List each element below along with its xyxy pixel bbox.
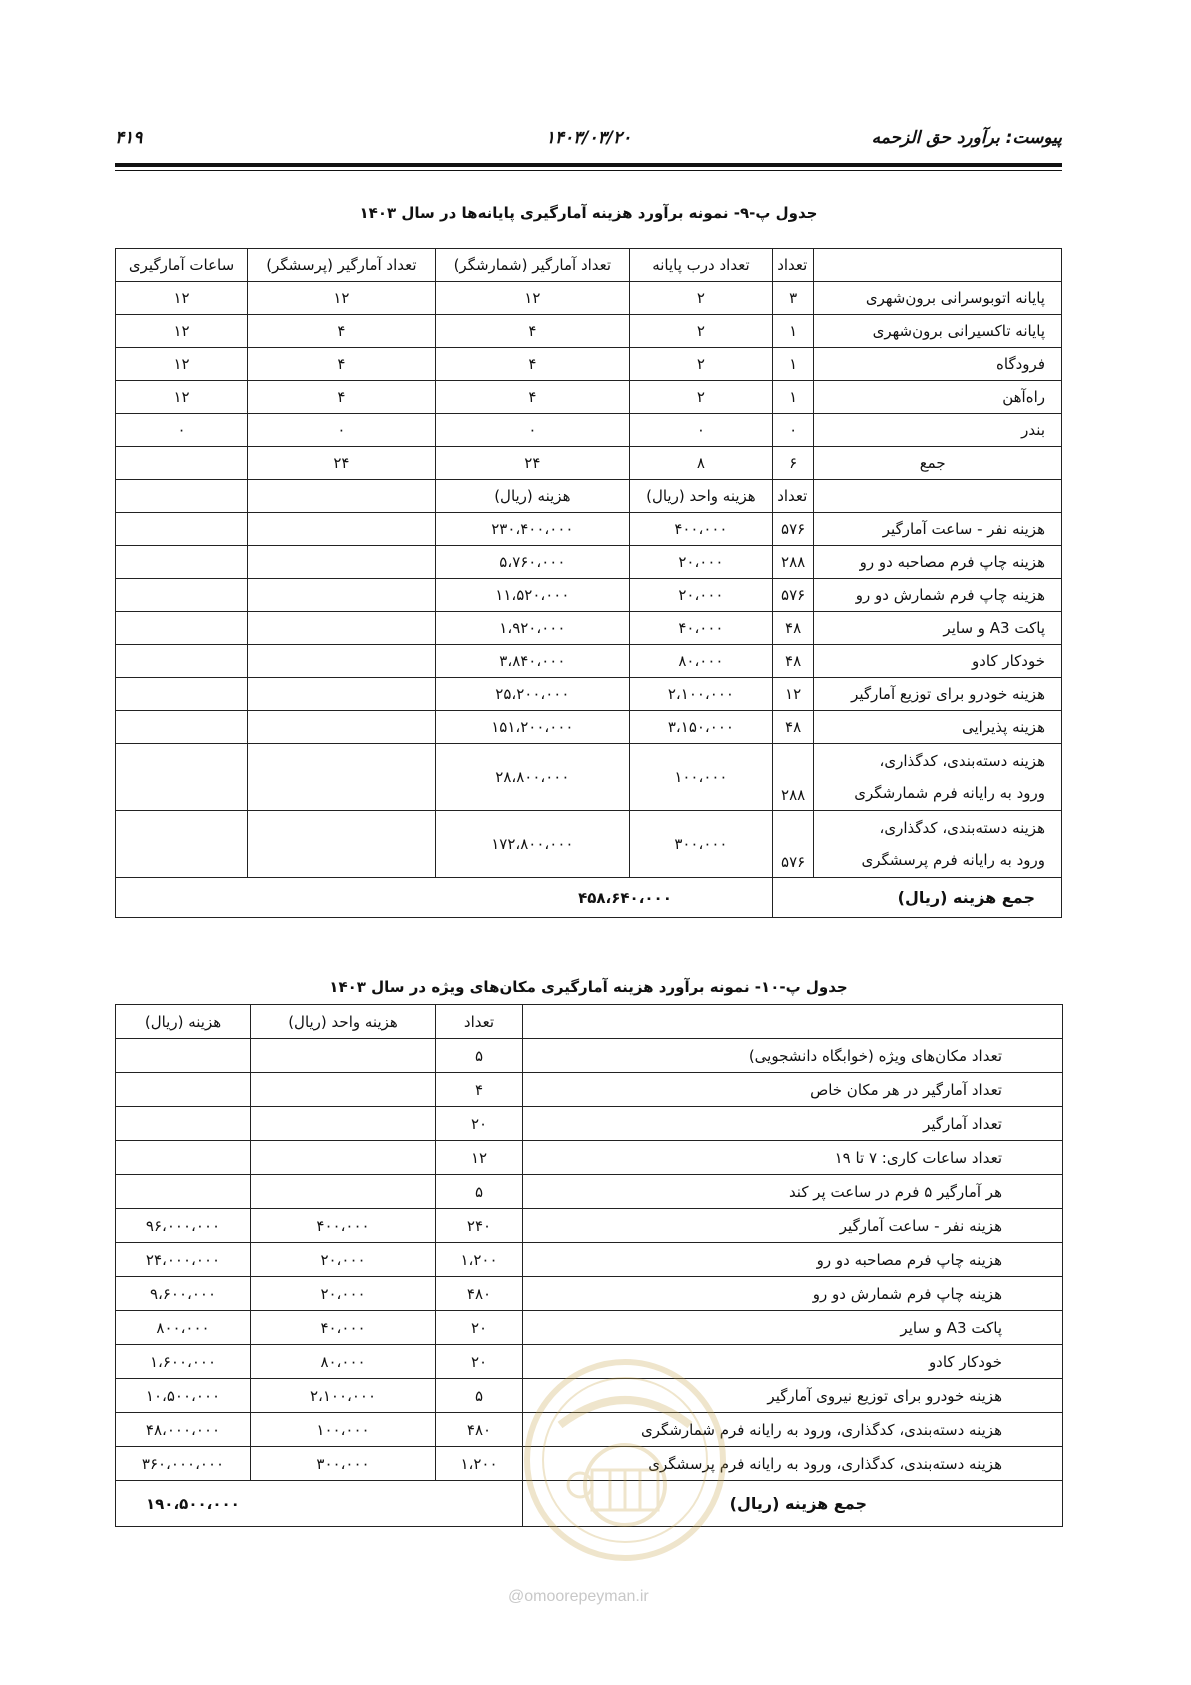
cell — [251, 1107, 436, 1141]
table-row — [116, 348, 1062, 381]
cell: ۸ — [629, 447, 772, 480]
cell: ۰ — [772, 414, 813, 447]
cell: ۸۰،۰۰۰ — [251, 1345, 436, 1379]
cell: ۱۲ — [436, 1141, 523, 1175]
header-cell: هزینه واحد (ریال) — [251, 1005, 436, 1039]
cell: ۴ — [435, 315, 629, 348]
empty-cell — [248, 645, 436, 678]
empty-cell — [116, 546, 248, 579]
cell: ۲۰ — [436, 1345, 523, 1379]
empty-cell — [248, 612, 436, 645]
table9-caption: جدول پ-۹- نمونه برآورد هزینه آمارگیری پایانه‌ها در سال ۱۴۰۳ — [359, 204, 818, 222]
header-cell — [814, 249, 1062, 282]
cell: ۴ — [248, 315, 436, 348]
header-cell: ساعات آمارگیری — [116, 249, 248, 282]
row-label: هزینه چاپ فرم شمارش دو رو — [814, 579, 1062, 612]
table-row — [116, 315, 1062, 348]
page-number: ۴۱۹ — [115, 128, 143, 148]
cell: ۲۰،۰۰۰ — [251, 1277, 436, 1311]
table-row — [116, 1209, 1063, 1243]
row-label: هزینه چاپ فرم شمارش دو رو — [523, 1277, 1063, 1311]
cell: ۳،۸۴۰،۰۰۰ — [435, 645, 629, 678]
cell: ۱۰۰،۰۰۰ — [251, 1413, 436, 1447]
row-label — [814, 811, 1062, 878]
table-row — [116, 645, 1062, 678]
table-row — [116, 678, 1062, 711]
header-title: پیوست: برآورد حق الزحمه — [871, 128, 1062, 148]
row-label: تعداد آمارگیر در هر مکان خاص — [523, 1073, 1063, 1107]
row-label-line: هزینه دسته‌بندی، کدگذاری، — [879, 752, 1045, 770]
table9-cost-header-row — [116, 480, 1062, 513]
header-cell: هزینه واحد (ریال) — [629, 480, 772, 513]
cell: ۲۴ — [248, 447, 436, 480]
cell: ۲۰ — [436, 1311, 523, 1345]
empty-cell — [116, 645, 248, 678]
watermark-url: @omoorepeyman.ir — [508, 1588, 649, 1605]
running-header — [115, 128, 1062, 154]
table-row — [116, 381, 1062, 414]
total-label: جمع هزینه (ریال) — [523, 1481, 1063, 1527]
cell: ۲،۱۰۰،۰۰۰ — [251, 1379, 436, 1413]
cell: ۱۲ — [116, 315, 248, 348]
row-label: هزینه چاپ فرم مصاحبه دو رو — [523, 1243, 1063, 1277]
row-label — [814, 744, 1062, 811]
table-row — [116, 546, 1062, 579]
table9-total-row — [116, 878, 1062, 918]
cell: ۰ — [629, 414, 772, 447]
row-label: پایانه تاکسیرانی برون‌شهری — [814, 315, 1062, 348]
cell: ۱،۲۰۰ — [436, 1243, 523, 1277]
empty-cell — [248, 744, 436, 811]
header-cell: هزینه (ریال) — [116, 1005, 251, 1039]
cell: ۲ — [629, 348, 772, 381]
row-label: هزینه نفر - ساعت آمارگیر — [523, 1209, 1063, 1243]
empty-cell — [116, 744, 248, 811]
table-row — [116, 282, 1062, 315]
total-value: ۱۹۰،۵۰۰،۰۰۰ — [116, 1481, 523, 1527]
row-label: خودکار کادو — [523, 1345, 1063, 1379]
table9-header-row — [116, 249, 1062, 282]
row-label: تعداد ساعات کاری: ۷ تا ۱۹ — [523, 1141, 1063, 1175]
table-row — [116, 1175, 1063, 1209]
cell: ۴۰،۰۰۰ — [251, 1311, 436, 1345]
cell: ۱۱،۵۲۰،۰۰۰ — [435, 579, 629, 612]
header-rule-thick — [115, 163, 1062, 167]
cell — [116, 1175, 251, 1209]
table-row — [116, 1311, 1063, 1345]
cell: ۲۸۸ — [772, 546, 813, 579]
cell: ۲۰،۰۰۰ — [251, 1243, 436, 1277]
header-cell: تعداد — [436, 1005, 523, 1039]
total-label: جمع هزینه (ریال) — [772, 878, 1061, 918]
row-label: بندر — [814, 414, 1062, 447]
header-cell: تعداد آمارگیر (پرسشگر) — [248, 249, 436, 282]
table-row — [116, 1039, 1063, 1073]
table-row — [116, 1277, 1063, 1311]
cell: ۵ — [436, 1379, 523, 1413]
cell: ۲۰،۰۰۰ — [629, 546, 772, 579]
cell: ۱،۹۲۰،۰۰۰ — [435, 612, 629, 645]
cell: ۸۰،۰۰۰ — [629, 645, 772, 678]
table-row — [116, 513, 1062, 546]
cell: ۱۲ — [116, 348, 248, 381]
row-label: هزینه خودرو برای توزیع نیروی آمارگیر — [523, 1379, 1063, 1413]
header-cell: تعداد آمارگیر (شمارشگر) — [435, 249, 629, 282]
row-label: راه‌آهن — [814, 381, 1062, 414]
watermark-seal-icon — [520, 1355, 730, 1565]
cell: ۱ — [772, 348, 813, 381]
row-label: هزینه دسته‌بندی، کدگذاری، ورود به رایانه فرم پرسشگری — [523, 1447, 1063, 1481]
header-rule-thin — [115, 170, 1062, 171]
cell: ۴۰،۰۰۰ — [629, 612, 772, 645]
cell: ۲۴ — [435, 447, 629, 480]
row-label: پایانه اتوبوسرانی برون‌شهری — [814, 282, 1062, 315]
cell: ۵ — [436, 1039, 523, 1073]
table-row — [116, 711, 1062, 744]
empty-cell — [116, 513, 248, 546]
row-label-line: ورود به رایانه فرم شمارشگری — [854, 784, 1045, 802]
cell: ۲۳۰،۴۰۰،۰۰۰ — [435, 513, 629, 546]
cell: ۲۴۰ — [436, 1209, 523, 1243]
table-row — [116, 811, 1062, 878]
empty-cell — [248, 811, 436, 878]
row-label: هزینه خودرو برای توزیع آمارگیر — [814, 678, 1062, 711]
row-label-line: ورود به رایانه فرم پرسشگری — [861, 851, 1045, 869]
cell: ۴۸،۰۰۰،۰۰۰ — [116, 1413, 251, 1447]
cell: ۰ — [435, 414, 629, 447]
row-label: هزینه دسته‌بندی، کدگذاری، ورود به رایانه فرم شمارشگری — [523, 1413, 1063, 1447]
cell — [116, 1141, 251, 1175]
cell: ۲۰،۰۰۰ — [629, 579, 772, 612]
table-row — [116, 612, 1062, 645]
cell: ۵۷۶ — [772, 811, 813, 878]
header-cell: تعداد — [772, 480, 813, 513]
cell: ۴ — [248, 348, 436, 381]
row-label: هزینه پذیرایی — [814, 711, 1062, 744]
cell: ۱۲ — [116, 282, 248, 315]
header-cell: تعداد — [772, 249, 813, 282]
cell: ۱۲ — [116, 381, 248, 414]
cell: ۳،۱۵۰،۰۰۰ — [629, 711, 772, 744]
table-row — [116, 1141, 1063, 1175]
row-label: تعداد آمارگیر — [523, 1107, 1063, 1141]
row-label-line: هزینه دسته‌بندی، کدگذاری، — [879, 819, 1045, 837]
cell: ۳ — [772, 282, 813, 315]
cell: ۴۸ — [772, 612, 813, 645]
cell: ۸۰۰،۰۰۰ — [116, 1311, 251, 1345]
table-row — [116, 414, 1062, 447]
cell: ۵ — [436, 1175, 523, 1209]
cell — [251, 1039, 436, 1073]
header-cell: هزینه (ریال) — [435, 480, 629, 513]
empty-cell — [116, 811, 248, 878]
cell: ۴ — [248, 381, 436, 414]
row-label: خودکار کادو — [814, 645, 1062, 678]
cell: ۱۷۲،۸۰۰،۰۰۰ — [435, 811, 629, 878]
cell — [251, 1175, 436, 1209]
cell: ۱،۲۰۰ — [436, 1447, 523, 1481]
empty-cell — [116, 711, 248, 744]
header-date: ۱۴۰۳/۰۳/۲۰ — [545, 128, 632, 148]
row-label: پاکت A3 و سایر — [523, 1311, 1063, 1345]
cell: ۲،۱۰۰،۰۰۰ — [629, 678, 772, 711]
empty-cell — [116, 612, 248, 645]
cell: ۲ — [629, 381, 772, 414]
total-value: ۴۵۸،۶۴۰،۰۰۰ — [116, 878, 773, 918]
cell: ۴۸ — [772, 645, 813, 678]
row-label: جمع — [814, 447, 1062, 480]
cell: ۳۶۰،۰۰۰،۰۰۰ — [116, 1447, 251, 1481]
cell: ۹۶،۰۰۰،۰۰۰ — [116, 1209, 251, 1243]
cell: ۴ — [436, 1073, 523, 1107]
cell — [116, 1073, 251, 1107]
cell: ۲ — [629, 315, 772, 348]
cell: ۴۰۰،۰۰۰ — [251, 1209, 436, 1243]
table-row — [116, 447, 1062, 480]
table-row — [116, 1073, 1063, 1107]
row-label: هر آمارگیر ۵ فرم در ساعت پر کند — [523, 1175, 1063, 1209]
header-cell — [814, 480, 1062, 513]
table-row — [116, 744, 1062, 811]
cell: ۱۲ — [248, 282, 436, 315]
row-label: تعداد مکان‌های ویژه (خوابگاه دانشجویی) — [523, 1039, 1063, 1073]
header-cell: تعداد درب پایانه — [629, 249, 772, 282]
empty-cell — [248, 513, 436, 546]
cell: ۱۰۰،۰۰۰ — [629, 744, 772, 811]
cell: ۳۰۰،۰۰۰ — [629, 811, 772, 878]
row-label: هزینه نفر - ساعت آمارگیر — [814, 513, 1062, 546]
cell: ۵،۷۶۰،۰۰۰ — [435, 546, 629, 579]
header-cell — [116, 480, 248, 513]
cell: ۲۸،۸۰۰،۰۰۰ — [435, 744, 629, 811]
cell: ۴۸۰ — [436, 1277, 523, 1311]
cell: ۵۷۶ — [772, 513, 813, 546]
cell: ۱۲ — [435, 282, 629, 315]
row-label: پاکت A3 و سایر — [814, 612, 1062, 645]
empty-cell — [116, 678, 248, 711]
cell: ۴ — [435, 348, 629, 381]
cell: ۱۲ — [772, 678, 813, 711]
cell — [251, 1073, 436, 1107]
cell: ۴۸ — [772, 711, 813, 744]
table10-caption: جدول پ-۱۰- نمونه برآورد هزینه آمارگیری مکان‌های ویژه در سال ۱۴۰۳ — [329, 978, 848, 996]
table-row — [116, 1107, 1063, 1141]
cell — [251, 1141, 436, 1175]
table-row — [116, 1243, 1063, 1277]
cell: ۲۰ — [436, 1107, 523, 1141]
table-row — [116, 579, 1062, 612]
cell: ۱ — [772, 315, 813, 348]
cell: ۴۸۰ — [436, 1413, 523, 1447]
cell — [116, 1107, 251, 1141]
row-label: فرودگاه — [814, 348, 1062, 381]
cell: ۱،۶۰۰،۰۰۰ — [116, 1345, 251, 1379]
empty-cell — [248, 711, 436, 744]
cell: ۱۵۱،۲۰۰،۰۰۰ — [435, 711, 629, 744]
cell: ۰ — [116, 414, 248, 447]
cell: ۱ — [772, 381, 813, 414]
empty-cell — [248, 546, 436, 579]
header-cell — [248, 480, 436, 513]
cell: ۲۵،۲۰۰،۰۰۰ — [435, 678, 629, 711]
table9 — [115, 248, 1062, 918]
cell: ۱۰،۵۰۰،۰۰۰ — [116, 1379, 251, 1413]
cell: ۹،۶۰۰،۰۰۰ — [116, 1277, 251, 1311]
empty-cell — [248, 579, 436, 612]
row-label: هزینه چاپ فرم مصاحبه دو رو — [814, 546, 1062, 579]
cell: ۶ — [772, 447, 813, 480]
cell: ۴۰۰،۰۰۰ — [629, 513, 772, 546]
cell — [116, 447, 248, 480]
cell: ۵۷۶ — [772, 579, 813, 612]
empty-cell — [116, 579, 248, 612]
cell: ۳۰۰،۰۰۰ — [251, 1447, 436, 1481]
cell: ۲۴،۰۰۰،۰۰۰ — [116, 1243, 251, 1277]
cell: ۲ — [629, 282, 772, 315]
cell: ۲۸۸ — [772, 744, 813, 811]
empty-cell — [248, 678, 436, 711]
cell: ۰ — [248, 414, 436, 447]
cell: ۴ — [435, 381, 629, 414]
header-cell — [523, 1005, 1063, 1039]
table10-header-row — [116, 1005, 1063, 1039]
cell — [116, 1039, 251, 1073]
